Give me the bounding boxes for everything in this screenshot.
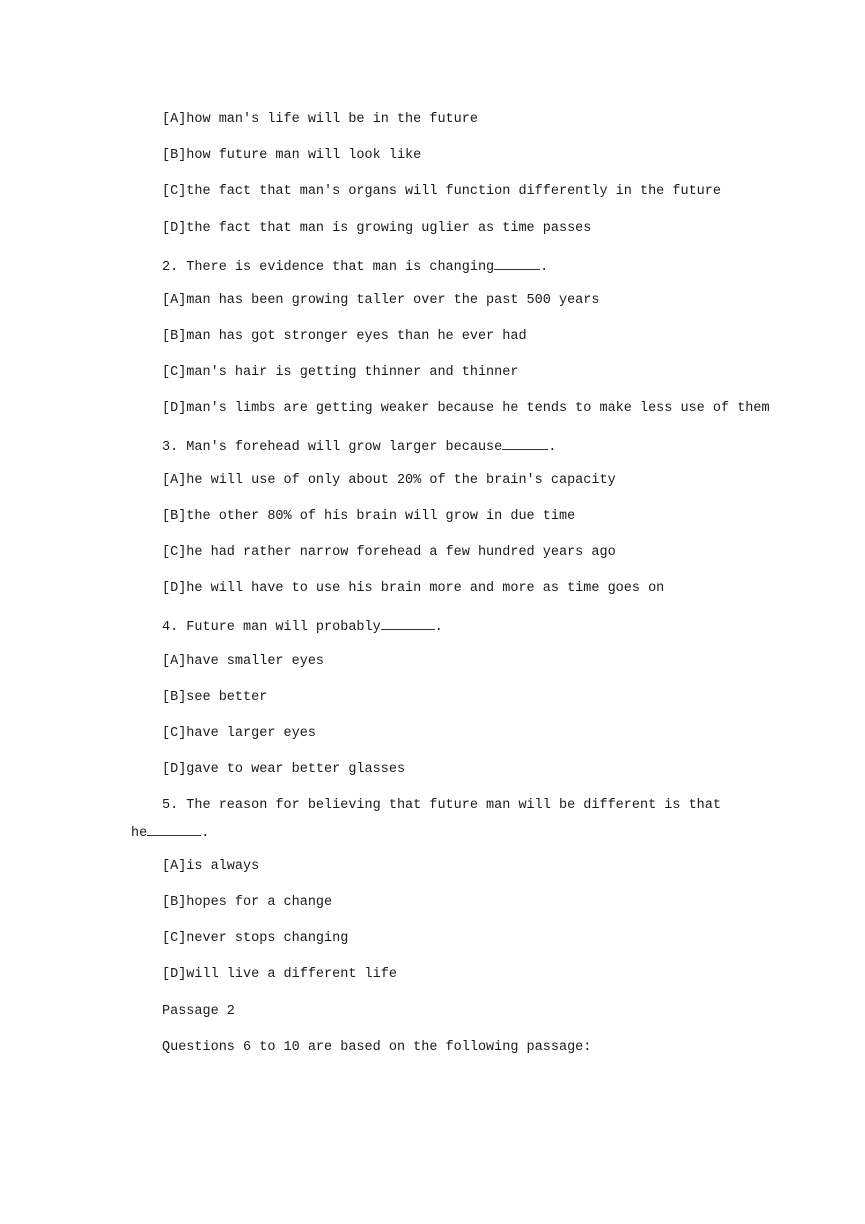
q1-option-c: [C]the fact that man's organs will function differently in the future [162, 184, 721, 199]
q5-answer-blank [147, 823, 201, 836]
q3-option-b: [B]the other 80% of his brain will grow in due time [162, 509, 576, 524]
q4-stem-period: . [434, 620, 443, 635]
q4-option-c: [C]have larger eyes [162, 726, 316, 741]
q2-option-a: [A]man has been growing taller over the past 500 years [162, 293, 600, 308]
q5-stem-text: he [131, 826, 148, 841]
q5-option-a: [A]is always [162, 859, 260, 874]
q3-stem-period: . [548, 440, 557, 455]
q2-answer-blank [494, 257, 540, 270]
q3-stem [162, 437, 556, 456]
q2-option-d: [D]man's limbs are getting weaker because he tends to make less use of them [162, 401, 770, 416]
q5-stem-line1: 5. The reason for believing that future man will be different is that [162, 798, 721, 813]
q5-option-c: [C]never stops changing [162, 931, 349, 946]
q1-option-a: [A]how man's life will be in the future [162, 112, 478, 127]
q4-stem-text: 4. Future man will probably [162, 620, 381, 635]
q2-option-c: [C]man's hair is getting thinner and thinner [162, 365, 519, 380]
q4-option-d: [D]gave to wear better glasses [162, 762, 406, 777]
q3-option-a: [A]he will use of only about 20% of the brain's capacity [162, 473, 616, 488]
passage-2-title: Passage 2 [162, 1004, 235, 1019]
q2-option-b: [B]man has got stronger eyes than he ever had [162, 329, 527, 344]
q4-option-b: [B]see better [162, 690, 268, 705]
q5-stem-line2 [131, 823, 209, 842]
q4-answer-blank [381, 617, 435, 630]
q1-option-d: [D]the fact that man is growing uglier as time passes [162, 221, 592, 236]
q2-stem-period: . [540, 260, 549, 275]
passage-2-intro: Questions 6 to 10 are based on the following passage: [162, 1040, 592, 1055]
q3-answer-blank [502, 437, 548, 450]
q5-stem-period: . [201, 826, 210, 841]
q4-stem [162, 617, 443, 636]
q2-stem-text: 2. There is evidence that man is changing [162, 260, 495, 275]
q2-stem [162, 257, 548, 276]
q4-option-a: [A]have smaller eyes [162, 654, 325, 669]
q3-option-c: [C]he had rather narrow forehead a few hundred years ago [162, 545, 616, 560]
q1-option-b: [B]how future man will look like [162, 148, 422, 163]
q5-option-b: [B]hopes for a change [162, 895, 333, 910]
q3-stem-text: 3. Man's forehead will grow larger because [162, 440, 503, 455]
q3-option-d: [D]he will have to use his brain more and more as time goes on [162, 581, 665, 596]
q5-option-d: [D]will live a different life [162, 967, 397, 982]
